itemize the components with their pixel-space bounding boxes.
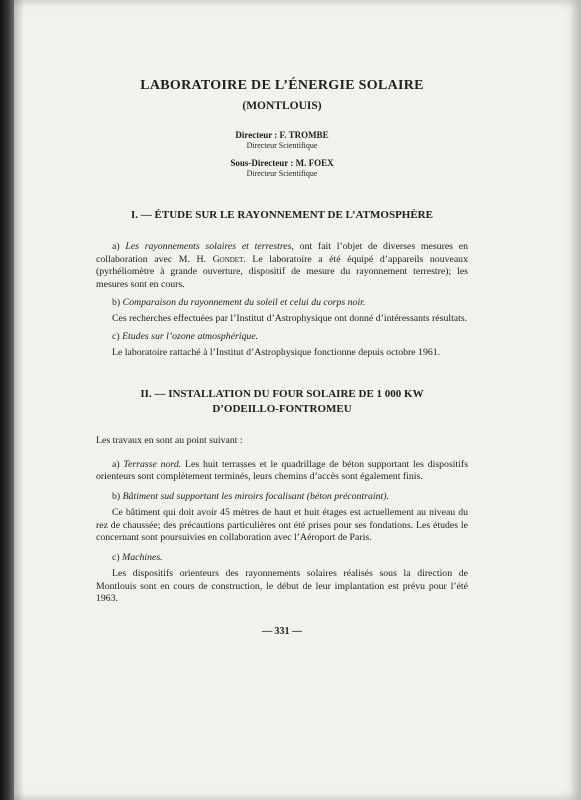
item-heading: Comparaison du rayonnement du soleil et celui du corps noir.: [122, 297, 366, 308]
item-label: c): [112, 551, 123, 563]
section-2-intro: Les travaux en sont au point suivant :: [96, 435, 243, 446]
page-gutter-shadow: [14, 0, 24, 800]
page-content: [96, 78, 468, 637]
item-label: b): [112, 490, 123, 502]
subdirector-role: Directeur Scientifique: [246, 169, 318, 178]
item-heading: Les rayonnements solaires et terrestres,: [125, 241, 294, 252]
subdirector-name: Sous-Directeur : M. FOEX: [230, 158, 334, 168]
item-label: a): [112, 458, 124, 470]
director-role: Directeur Scientifique: [246, 141, 318, 150]
section-1-paragraph-b: Ces recherches effectuées par l’Institut d’Astrophysique ont donné d’intéressants résultats.: [112, 312, 468, 324]
section-1-heading-c: [96, 331, 468, 344]
item-heading: Bâtiment sud supportant les miroirs focalisant (béton précontraint).: [122, 490, 389, 502]
director-name: Directeur : F. TROMBE: [235, 130, 329, 140]
section-2-paragraph-b: Ce bâtiment qui doit avoir 45 mètres de haut et huit étages est actuellement au niveau du rez de chaussée; des précautions particulières ont été prises pour ses fondations. Les études le concernant sont poursuivies en collaboration avec l’Aéroport de Paris.: [96, 507, 468, 543]
section-1-heading-b: [96, 297, 468, 310]
page-subtitle: (MONTLOUIS): [242, 100, 322, 112]
person-name: Gondet: [212, 253, 244, 265]
section-2-paragraph-c: Les dispositifs orienteurs des rayonnements solaires réalisés sous la direction de Montlouis sont en cours de construction, le début de leur implantation est prévu pour l’été 1963.: [96, 568, 468, 604]
section-2-paragraph-a: [96, 459, 468, 484]
page-title: LABORATOIRE DE L’ÉNERGIE SOLAIRE: [140, 78, 424, 93]
section-1-paragraph-c: Le laboratoire rattaché à l’Institut d’Astrophysique fonctionne depuis octobre 1961.: [112, 346, 441, 358]
section-1-paragraph-a: [96, 241, 468, 291]
item-heading: Etudes sur l’ozone atmosphérique.: [122, 331, 259, 342]
paragraph-text: Les huit terrasses et le quadrillage de béton supportant les dispositifs orienteurs sont complètement terminés, leurs chemins d’accès sont également finis.: [96, 458, 469, 482]
page-number: — 331 —: [262, 625, 302, 637]
item-label: c): [112, 331, 123, 342]
section-2-heading-c: [96, 552, 468, 565]
paragraph-text: ont fait l’objet de diverses mesures en collaboration avec M. H.: [96, 241, 468, 265]
section-2-title: [96, 387, 468, 417]
item-label: a): [112, 241, 126, 252]
section-2-heading-b: [96, 491, 468, 504]
book-spine-shadow: [0, 0, 14, 800]
section-1-title: I. — ÉTUDE SUR LE RAYONNEMENT DE L’ATMOSPHÈRE: [131, 209, 433, 221]
section-2-title-line-1: II. — INSTALLATION DU FOUR SOLAIRE DE 1 000 KW: [140, 388, 424, 400]
item-heading: Machines.: [122, 551, 163, 563]
section-2-title-line-2: D’ODEILLO-FONTROMEU: [212, 403, 352, 415]
paragraph-text: . Le laboratoire a été équipé d’appareils nouveaux (pyrhéliomètre à grande ouverture, dispositif de mesure du rayonnement terrestre); les mesures sont en cours.: [96, 253, 468, 290]
item-heading: Terrasse nord.: [123, 458, 182, 470]
item-label: b): [112, 297, 123, 308]
